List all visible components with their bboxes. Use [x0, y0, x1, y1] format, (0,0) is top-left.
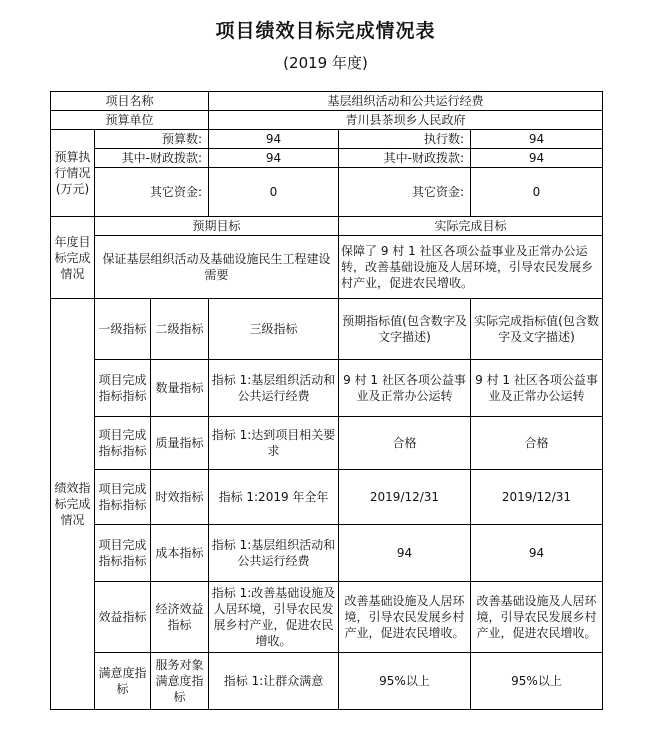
page-title: 项目绩效目标完成情况表 [215, 20, 436, 42]
row-level1: 项目完成指标指标 [95, 525, 151, 582]
row-expected: 改善基础设施及人居环境，引导农民发展乡村产业，促进农民增收。 [339, 582, 471, 653]
row-level2: 数量指标 [151, 360, 209, 417]
other-exec-value: 0 [471, 168, 603, 217]
row-expected: 2019/12/31 [339, 470, 471, 525]
row-expected: 合格 [339, 417, 471, 470]
annual-section-label: 年度目标完成情况 [51, 217, 95, 299]
fiscal-budget-value: 94 [209, 149, 339, 168]
fiscal-exec-label: 其中-财政拨款: [339, 149, 471, 168]
exec-amount-value: 94 [471, 130, 603, 149]
row-level2: 经济效益指标 [151, 582, 209, 653]
project-name-value: 基层组织活动和公共运行经费 [209, 92, 603, 111]
other-exec-label: 其它资金: [339, 168, 471, 217]
row-level3: 指标 1:基层组织活动和公共运行经费 [209, 525, 339, 582]
header-level1: 一级指标 [95, 299, 151, 360]
fiscal-budget-label: 其中-财政拨款: [95, 149, 209, 168]
budget-section-label: 预算执行情况(万元) [51, 130, 95, 217]
budget-amount-value: 94 [209, 130, 339, 149]
other-budget-value: 0 [209, 168, 339, 217]
budget-amount-label: 预算数: [95, 130, 209, 149]
page-subtitle: (2019 年度) [283, 54, 368, 72]
row-level3: 指标 1:2019 年全年 [209, 470, 339, 525]
row-level2: 成本指标 [151, 525, 209, 582]
row-level2: 时效指标 [151, 470, 209, 525]
row-expected: 94 [339, 525, 471, 582]
row-level1: 效益指标 [95, 582, 151, 653]
row-level3: 指标 1:基层组织活动和公共运行经费 [209, 360, 339, 417]
header-expected-value: 预期指标值(包含数字及文字描述) [339, 299, 471, 360]
row-level2: 质量指标 [151, 417, 209, 470]
fiscal-exec-value: 94 [471, 149, 603, 168]
header-level3: 三级指标 [209, 299, 339, 360]
actual-target-header: 实际完成目标 [339, 217, 603, 236]
row-level1: 满意度指标 [95, 653, 151, 710]
row-level1: 项目完成指标指标 [95, 417, 151, 470]
actual-target-text: 保障了 9 村 1 社区各项公益事业及正常办公运转，改善基础设施及人居环境，引导农民发展乡村产业，促进农民增收。 [339, 236, 603, 299]
exec-amount-label: 执行数: [339, 130, 471, 149]
budget-unit-value: 青川县茶坝乡人民政府 [209, 111, 603, 130]
row-level3: 指标 1:让群众满意 [209, 653, 339, 710]
expected-target-header: 预期目标 [95, 217, 339, 236]
other-budget-label: 其它资金: [95, 168, 209, 217]
row-expected: 95%以上 [339, 653, 471, 710]
row-actual: 9 村 1 社区各项公益事业及正常办公运转 [471, 360, 603, 417]
row-actual: 95%以上 [471, 653, 603, 710]
row-actual: 改善基础设施及人居环境，引导农民发展乡村产业，促进农民增收。 [471, 582, 603, 653]
row-actual: 94 [471, 525, 603, 582]
performance-table [50, 91, 603, 710]
row-expected: 9 村 1 社区各项公益事业及正常办公运转 [339, 360, 471, 417]
budget-unit-label: 预算单位 [51, 111, 209, 130]
row-actual: 2019/12/31 [471, 470, 603, 525]
row-level2: 服务对象满意度指标 [151, 653, 209, 710]
row-level3: 指标 1:改善基础设施及人居环境，引导农民发展乡村产业，促进农民增收。 [209, 582, 339, 653]
header-level2: 二级指标 [151, 299, 209, 360]
expected-target-text: 保证基层组织活动及基础设施民生工程建设需要 [95, 236, 339, 299]
row-actual: 合格 [471, 417, 603, 470]
row-level1: 项目完成指标指标 [95, 470, 151, 525]
row-level3: 指标 1:达到项目相关要求 [209, 417, 339, 470]
row-level1: 项目完成指标指标 [95, 360, 151, 417]
header-actual-value: 实际完成指标值(包含数字及文字描述) [471, 299, 603, 360]
project-name-label: 项目名称 [51, 92, 209, 111]
performance-section-label: 绩效指标完成情况 [51, 299, 95, 710]
